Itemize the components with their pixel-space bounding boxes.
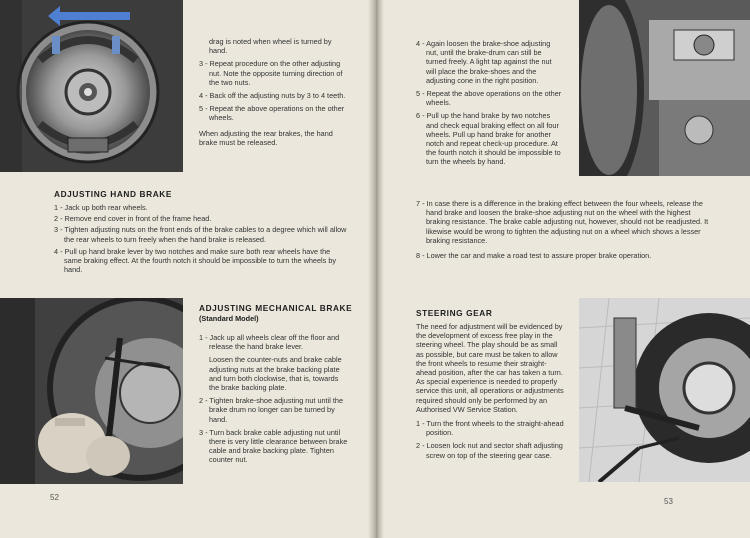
left-col1-step-3: 3 - Repeat procedure on the other adjusting nut. Note the opposite turning direction of the two nuts. — [199, 59, 343, 87]
hand-brake-step-3: 3 - Tighten adjusting nuts on the front ends of the brake cables to a degree which will allow the rear wheels to turn freely when the hand brake is released. — [54, 225, 347, 244]
brake-drum-photo — [0, 0, 183, 172]
brake-drum-illustration — [0, 0, 183, 172]
hand-brake-step-1: 1 - Jack up both rear wheels. — [54, 203, 148, 212]
mech-brake-heading: ADJUSTING MECHANICAL BRAKE — [199, 303, 353, 313]
right-step-5: 5 - Repeat the above operations on the other wheels. — [416, 89, 562, 108]
right-step-8: 8 - Lower the car and make a road test to assure proper brake operation. — [416, 251, 652, 261]
hand-brake-steps — [54, 203, 348, 278]
left-col1-step-5: 5 - Repeat the above operations on the other wheels. — [199, 104, 345, 123]
left-page — [0, 0, 370, 538]
right-wide-text — [416, 199, 716, 264]
steering-intro: The need for adjustment will be evidenced by the development of excess free play in the steering wheel. The play should be as small as possible, but care must be taken to allow the front wheels to resume their straight-ahead position, after the car has taken a turn. As special experience is needed to properly service this unit, all operations or adjustments required should only be performed by an Authorised VW Service Station. — [416, 322, 564, 414]
right-page — [384, 0, 750, 538]
right-step-7: 7 - In case there is a difference in the braking effect between the four wheels, release the hand brake and loosen the brake-shoe adjusting nut on the wheel with the highest braking resistance. The brake cable adjusting nut, however, should not be readjusted. It likewise would be wrong to tighten the adjusting nut on a wheel which shows a lesser braking resistance. — [416, 199, 709, 245]
hand-brake-heading: ADJUSTING HAND BRAKE — [54, 189, 173, 199]
mech-brake-step-1: 1 - Jack up all wheels clear off the floor and release the hand brake lever. — [199, 333, 340, 352]
wheel-hub-illustration — [579, 0, 750, 176]
wheel-hub-photo — [579, 0, 750, 176]
right-page-number: 53 — [664, 497, 673, 506]
steering-gear-photo — [579, 298, 750, 482]
steering-step-1: 1 - Turn the front wheels to the straight-ahead position. — [416, 419, 564, 438]
hand-brake-step-4: 4 - Pull up hand brake lever by two notches and make sure both rear wheels have the same braking effect. At the fourth notch it should be impossible to turn the wheels by hand. — [54, 246, 337, 275]
book-gutter — [368, 0, 384, 538]
steering-step-2: 2 - Loosen lock nut and sector shaft adjusting screw on top of the steering gear case. — [416, 441, 563, 460]
left-col1-para-0: drag is noted when wheel is turned by hand. — [209, 37, 332, 56]
mechanical-brake-photo — [0, 298, 183, 484]
hand-brake-step-2: 2 - Remove end cover in front of the frame head. — [54, 214, 212, 224]
right-step-4: 4 - Again loosen the brake-shoe adjusting nut, until the brake-drum can still be turned freely. A light tap against the nut will place the brake-shoes and the adjusting cone in the right position. — [416, 39, 552, 85]
mechanical-brake-illustration — [0, 298, 183, 484]
right-step-6: 6 - Pull up the hand brake by two notches and check equal braking effect on all four wheels. Pull up hand brake for another notch and repeat check-up procedure. At the fourth notch it should be impossible to turn the wheels by hand. — [416, 111, 561, 167]
left-page-number: 52 — [50, 493, 59, 502]
steering-gear-text — [416, 322, 564, 464]
left-col1-note: When adjusting the rear brakes, the hand brake must be released. — [199, 128, 333, 147]
mech-brake-subheading: (Standard Model) — [199, 314, 259, 323]
left-col1-text — [199, 37, 347, 151]
right-col1-text — [416, 39, 562, 171]
mech-brake-step-2: 2 - Tighten brake-shoe adjusting nut until the brake drum no longer can be turned by hand. — [199, 396, 344, 424]
steering-gear-illustration — [579, 298, 750, 482]
mech-brake-step-3: 3 - Turn back brake cable adjusting nut until there is very little clearance between brake cable and brake backing plate. Tighten counter nut. — [199, 427, 348, 465]
left-col1-step-4: 4 - Back off the adjusting nuts by 3 to 4 teeth. — [199, 91, 346, 101]
steering-gear-heading: STEERING GEAR — [416, 308, 493, 318]
mech-brake-step-1-detail: Loosen the counter-nuts and brake cable adjusting nuts at the brake backing plate and turn both clockwise, that is, towards the brake backing plate. — [209, 355, 342, 393]
mech-brake-steps — [199, 333, 348, 469]
